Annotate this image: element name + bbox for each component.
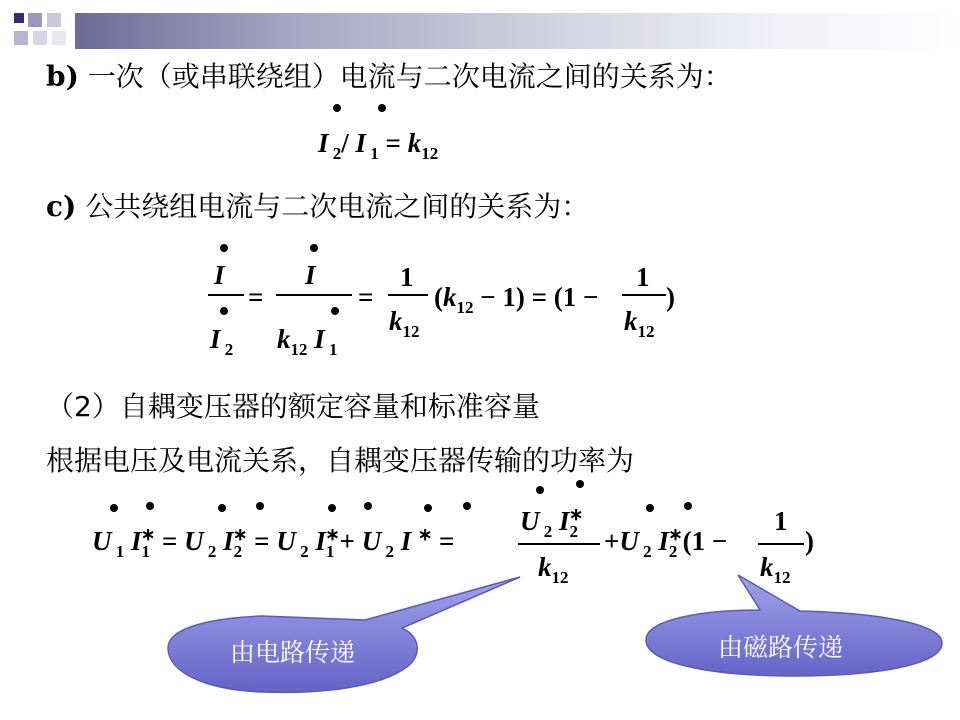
callout-right-text: 由磁路传递 bbox=[718, 633, 844, 662]
section-heading-2: （2）自耦变压器的额定容量和标准容量 bbox=[46, 390, 540, 423]
line-c-text: 公共绕组电流与二次电流之间的关系为： bbox=[76, 190, 590, 223]
power-sentence: 根据电压及电流关系，自耦变压器传输的功率为 bbox=[46, 444, 635, 477]
equals-sign: = bbox=[248, 282, 264, 312]
close-paren: ) bbox=[805, 526, 814, 556]
numerator-one: 1 bbox=[636, 262, 650, 292]
line-b-text: 一次（或串联绕组）电流与二次电流之间的关系为： bbox=[78, 60, 732, 93]
numerator-one: 1 bbox=[400, 262, 414, 292]
close-paren: ) bbox=[666, 282, 675, 312]
denominator-k12: $k_{12}$ bbox=[538, 552, 569, 587]
line-b-label: b) bbox=[46, 60, 79, 93]
power-expr-right: +U $_2$ $I_2^∗(1$ − bbox=[604, 525, 728, 561]
equals-sign: = bbox=[358, 282, 374, 312]
callout-left-label: 由电路传递 bbox=[230, 638, 356, 667]
numerator-i: I bbox=[214, 260, 225, 290]
fraction-u2-i2-numerator: U $_2$ $I_2^∗$ bbox=[520, 505, 584, 541]
denominator-k12: $k_{12}$ bbox=[624, 306, 655, 341]
line-c-label: c) bbox=[46, 190, 77, 223]
numerator-one: 1 bbox=[774, 506, 788, 536]
denominator-k12: $k_{12}$ bbox=[389, 306, 420, 341]
denominator-i2: I $_2$ bbox=[210, 324, 234, 359]
denominator-k12-i1: $k_{12}$ I $_1$ bbox=[277, 324, 338, 359]
expr-k12-minus-one: $(k_{12} - 1) = (1$ − bbox=[434, 282, 599, 317]
numerator-i: I bbox=[305, 260, 316, 290]
power-expr-left: U $_1$ $I_1^∗ = U$ $_2$ $I_2^∗ = U$ $_2$ $I_1^∗+ U$ $_2$ I ∗ = bbox=[92, 525, 455, 561]
callout-left-text bbox=[230, 632, 360, 674]
denominator-k12: $k_{12}$ bbox=[760, 552, 791, 587]
formula-ratio-expr: I $_2$/ I $_1 = k_{12}$ bbox=[318, 128, 439, 163]
